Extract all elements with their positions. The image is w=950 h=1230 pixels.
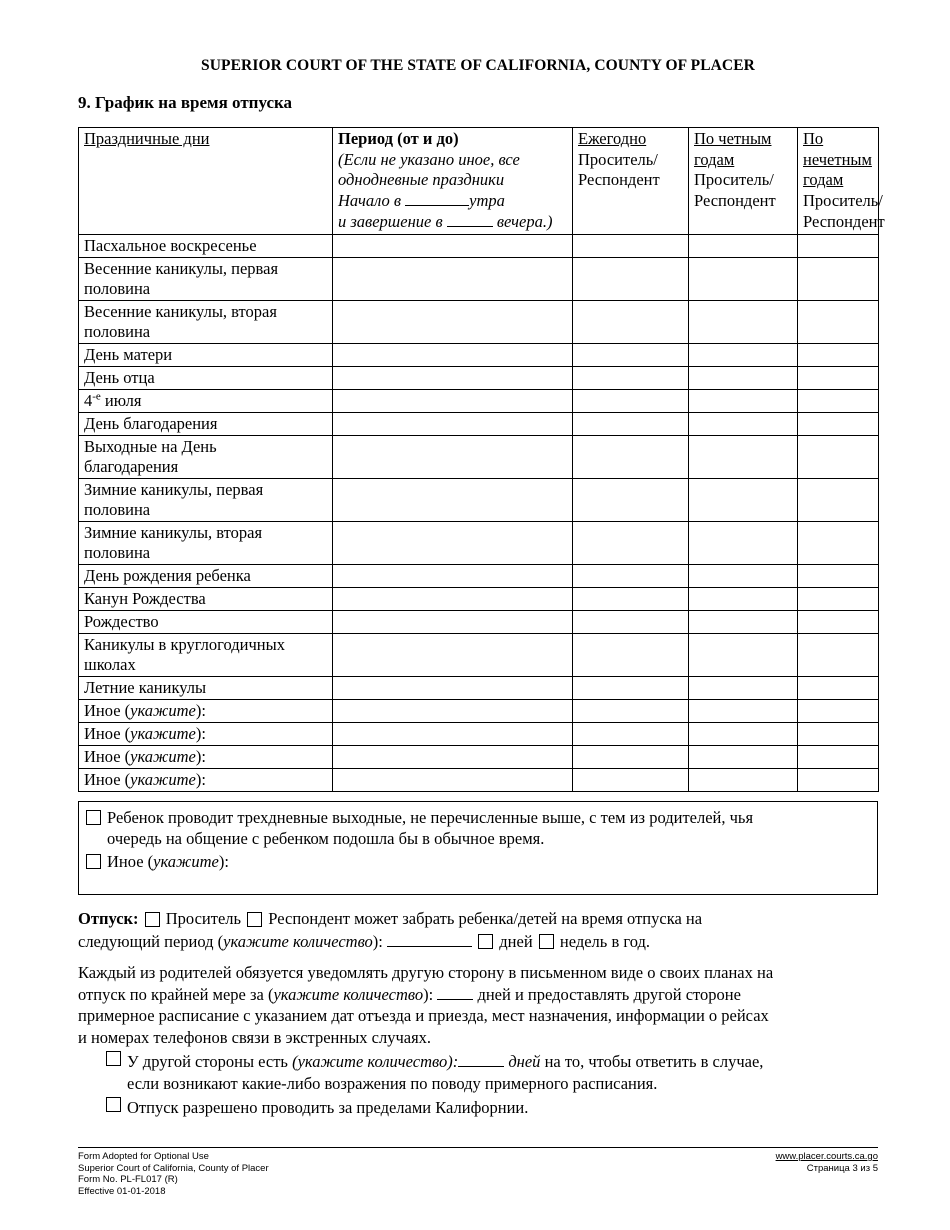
holiday-row bbox=[79, 389, 879, 412]
other-option-row bbox=[86, 851, 870, 873]
other-checkbox[interactable] bbox=[86, 854, 101, 869]
holiday-name: Рождество bbox=[79, 610, 333, 633]
blank-line[interactable] bbox=[447, 213, 493, 227]
holiday-row bbox=[79, 633, 879, 676]
period-cell[interactable] bbox=[333, 257, 573, 300]
other-option-text: Иное (укажите): bbox=[107, 851, 229, 871]
notice-paragraph: Каждый из родителей обязуется уведомлять другую сторону в письменном виде о своих планах на отпуск по крайней мере за (укажите количество): дней и предоставлять другой стороне примерное расписание с указанием дат отъезда и приезда, мест назначения, информации о рейсах и номерах телефонов связи в экстренных случаях. bbox=[78, 963, 774, 1047]
even-years-cell[interactable] bbox=[689, 389, 798, 412]
footer-form-no: Form No. PL-FL017 (R) bbox=[78, 1174, 178, 1185]
holiday-row bbox=[79, 257, 879, 300]
blank-line[interactable] bbox=[437, 986, 473, 1000]
annual-cell[interactable] bbox=[573, 435, 689, 478]
footer-right bbox=[776, 1151, 878, 1197]
col-header-even-years: По четным годам Проситель/ Респондент bbox=[689, 128, 798, 235]
holiday-row bbox=[79, 699, 879, 722]
even-years-cell[interactable] bbox=[689, 412, 798, 435]
even-years-cell[interactable] bbox=[689, 768, 798, 791]
even-years-cell[interactable] bbox=[689, 300, 798, 343]
annual-cell[interactable] bbox=[573, 564, 689, 587]
footer-effective: Effective 01-01-2018 bbox=[78, 1185, 166, 1197]
period-cell[interactable] bbox=[333, 412, 573, 435]
holiday-name: Весенние каникулы, первая половина bbox=[79, 257, 333, 300]
odd-years-cell[interactable] bbox=[798, 676, 879, 699]
holiday-row bbox=[79, 745, 879, 768]
footer-page-number: Страница 3 из 5 bbox=[806, 1162, 878, 1174]
table-header-row bbox=[79, 128, 879, 235]
section-heading: 9. График на время отпуска bbox=[78, 93, 293, 112]
holiday-row bbox=[79, 676, 879, 699]
period-cell[interactable] bbox=[333, 745, 573, 768]
period-cell[interactable] bbox=[333, 300, 573, 343]
even-years-cell[interactable] bbox=[689, 633, 798, 676]
holiday-name: День благодарения bbox=[79, 412, 333, 435]
weekend-option-row bbox=[86, 807, 870, 850]
period-cell[interactable] bbox=[333, 768, 573, 791]
annual-cell[interactable] bbox=[573, 722, 689, 745]
holiday-row bbox=[79, 300, 879, 343]
odd-years-cell[interactable] bbox=[798, 699, 879, 722]
period-cell[interactable] bbox=[333, 366, 573, 389]
period-cell[interactable] bbox=[333, 435, 573, 478]
outside-item-row bbox=[106, 1097, 878, 1119]
odd-years-cell[interactable] bbox=[798, 564, 879, 587]
odd-years-cell[interactable] bbox=[798, 478, 879, 521]
vacation-schedule-table bbox=[78, 127, 885, 792]
holiday-name: Зимние каникулы, первая половина bbox=[79, 478, 333, 521]
blank-line[interactable] bbox=[387, 933, 472, 947]
even-years-cell[interactable] bbox=[689, 745, 798, 768]
footer-left bbox=[78, 1151, 269, 1197]
period-cell[interactable] bbox=[333, 564, 573, 587]
annual-cell[interactable] bbox=[573, 699, 689, 722]
annual-cell[interactable] bbox=[573, 587, 689, 610]
annual-cell[interactable] bbox=[573, 412, 689, 435]
odd-years-cell[interactable] bbox=[798, 521, 879, 564]
even-years-cell[interactable] bbox=[689, 435, 798, 478]
vacation-statement: Отпуск: Проситель Респондент может забрать ребенка/детей на время отпуска на следующий период (укажите количество): дней недель в год. bbox=[78, 909, 703, 951]
col-header-period: Период (от и до) (Если не указано иное, все однодневные праздники Начало в утра и завершение в вечера.) bbox=[333, 128, 573, 235]
footer-website-link[interactable]: www.placer.courts.ca.go bbox=[775, 1151, 878, 1162]
period-cell[interactable] bbox=[333, 521, 573, 564]
period-cell[interactable] bbox=[333, 610, 573, 633]
holiday-row bbox=[79, 587, 879, 610]
even-years-cell[interactable] bbox=[689, 366, 798, 389]
holiday-name: Иное (укажите): bbox=[79, 768, 333, 791]
holiday-name: Выходные на День благодарения bbox=[79, 435, 333, 478]
court-title: SUPERIOR COURT OF THE STATE OF CALIFORNIA, COUNTY OF PLACER bbox=[201, 57, 755, 74]
holiday-name: День отца bbox=[79, 366, 333, 389]
odd-years-cell[interactable] bbox=[798, 234, 879, 257]
odd-years-cell[interactable] bbox=[798, 389, 879, 412]
even-years-cell[interactable] bbox=[689, 521, 798, 564]
holiday-row bbox=[79, 722, 879, 745]
odd-years-cell[interactable] bbox=[798, 343, 879, 366]
period-cell[interactable] bbox=[333, 722, 573, 745]
annual-cell[interactable] bbox=[573, 676, 689, 699]
blank-line[interactable] bbox=[458, 1053, 504, 1067]
holiday-row bbox=[79, 366, 879, 389]
holiday-name: Иное (укажите): bbox=[79, 722, 333, 745]
even-years-cell[interactable] bbox=[689, 699, 798, 722]
holiday-name: Каникулы в круглогодичных школах bbox=[79, 633, 333, 676]
holiday-name: День матери bbox=[79, 343, 333, 366]
odd-years-cell[interactable] bbox=[798, 633, 879, 676]
holiday-name: Иное (укажите): bbox=[79, 699, 333, 722]
odd-years-cell[interactable] bbox=[798, 257, 879, 300]
period-cell[interactable] bbox=[333, 676, 573, 699]
holiday-name: Канун Рождества bbox=[79, 587, 333, 610]
checkbox[interactable] bbox=[247, 912, 262, 927]
period-cell[interactable] bbox=[333, 389, 573, 412]
blank-line[interactable] bbox=[405, 192, 469, 206]
odd-years-cell[interactable] bbox=[798, 435, 879, 478]
annual-cell[interactable] bbox=[573, 366, 689, 389]
holiday-name: Иное (укажите): bbox=[79, 745, 333, 768]
holiday-name: Весенние каникулы, вторая половина bbox=[79, 300, 333, 343]
period-cell[interactable] bbox=[333, 633, 573, 676]
checkbox[interactable] bbox=[478, 934, 493, 949]
page-footer bbox=[78, 1147, 878, 1197]
holiday-table-body bbox=[79, 234, 879, 791]
even-years-cell[interactable] bbox=[689, 610, 798, 633]
odd-years-cell[interactable] bbox=[798, 412, 879, 435]
three-day-weekend-box bbox=[78, 801, 878, 896]
annual-cell[interactable] bbox=[573, 478, 689, 521]
col-header-holidays: Праздничные дни bbox=[79, 128, 333, 235]
period-cell[interactable] bbox=[333, 699, 573, 722]
period-cell[interactable] bbox=[333, 343, 573, 366]
even-years-cell[interactable] bbox=[689, 257, 798, 300]
period-cell[interactable] bbox=[333, 234, 573, 257]
annual-cell[interactable] bbox=[573, 610, 689, 633]
odd-years-cell[interactable] bbox=[798, 768, 879, 791]
annual-cell[interactable] bbox=[573, 521, 689, 564]
even-years-cell[interactable] bbox=[689, 564, 798, 587]
even-years-cell[interactable] bbox=[689, 234, 798, 257]
holiday-row bbox=[79, 521, 879, 564]
response-item-row bbox=[106, 1051, 878, 1094]
annual-cell[interactable] bbox=[573, 300, 689, 343]
even-years-cell[interactable] bbox=[689, 343, 798, 366]
form-page bbox=[78, 0, 885, 1119]
response-item-text: У другой стороны есть (укажите количество): дней на то, чтобы ответить в случае, если возникают какие-либо возражения по поводу примерного расписания. bbox=[127, 1052, 764, 1093]
annual-cell[interactable] bbox=[573, 257, 689, 300]
footer-adopted: Form Adopted for Optional Use bbox=[78, 1151, 209, 1162]
holiday-row bbox=[79, 478, 879, 521]
holiday-row bbox=[79, 610, 879, 633]
response-checkbox[interactable] bbox=[106, 1051, 121, 1066]
odd-years-cell[interactable] bbox=[798, 366, 879, 389]
holiday-row bbox=[79, 564, 879, 587]
holiday-name: Летние каникулы bbox=[79, 676, 333, 699]
checkbox[interactable] bbox=[145, 912, 160, 927]
holiday-row bbox=[79, 234, 879, 257]
holiday-name: День рождения ребенка bbox=[79, 564, 333, 587]
even-years-cell[interactable] bbox=[689, 478, 798, 521]
outside-item-text: Отпуск разрешено проводить за пределами Калифорнии. bbox=[127, 1098, 529, 1118]
outside-checkbox[interactable] bbox=[106, 1097, 121, 1112]
footer-court: Superior Court of California, County of Placer bbox=[78, 1162, 269, 1174]
holiday-name: Пасхальное воскресенье bbox=[79, 234, 333, 257]
even-years-cell[interactable] bbox=[689, 587, 798, 610]
col-header-annual: Ежегодно Проситель/ Респондент bbox=[573, 128, 689, 235]
odd-years-cell[interactable] bbox=[798, 587, 879, 610]
checkbox[interactable] bbox=[539, 934, 554, 949]
holiday-row bbox=[79, 412, 879, 435]
holiday-name: Зимние каникулы, вторая половина bbox=[79, 521, 333, 564]
even-years-cell[interactable] bbox=[689, 676, 798, 699]
holiday-row bbox=[79, 768, 879, 791]
annual-cell[interactable] bbox=[573, 343, 689, 366]
annual-cell[interactable] bbox=[573, 234, 689, 257]
holiday-name: $4^{-е}$ июля bbox=[79, 389, 333, 412]
odd-years-cell[interactable] bbox=[798, 300, 879, 343]
holiday-row bbox=[79, 343, 879, 366]
holiday-row bbox=[79, 435, 879, 478]
period-cell[interactable] bbox=[333, 478, 573, 521]
annual-cell[interactable] bbox=[573, 633, 689, 676]
weekend-checkbox[interactable] bbox=[86, 810, 101, 825]
odd-years-cell[interactable] bbox=[798, 610, 879, 633]
odd-years-cell[interactable] bbox=[798, 745, 879, 768]
weekend-option-text: Ребенок проводит трехдневные выходные, не перечисленные выше, с тем из родителей, чья очередь на общение с ребенком подошла бы в обычное время. bbox=[107, 807, 754, 849]
annual-cell[interactable] bbox=[573, 389, 689, 412]
col-header-odd-years: По нечетным годам Проситель/ Респондент bbox=[798, 128, 879, 235]
period-cell[interactable] bbox=[333, 587, 573, 610]
even-years-cell[interactable] bbox=[689, 722, 798, 745]
annual-cell[interactable] bbox=[573, 768, 689, 791]
odd-years-cell[interactable] bbox=[798, 722, 879, 745]
annual-cell[interactable] bbox=[573, 745, 689, 768]
